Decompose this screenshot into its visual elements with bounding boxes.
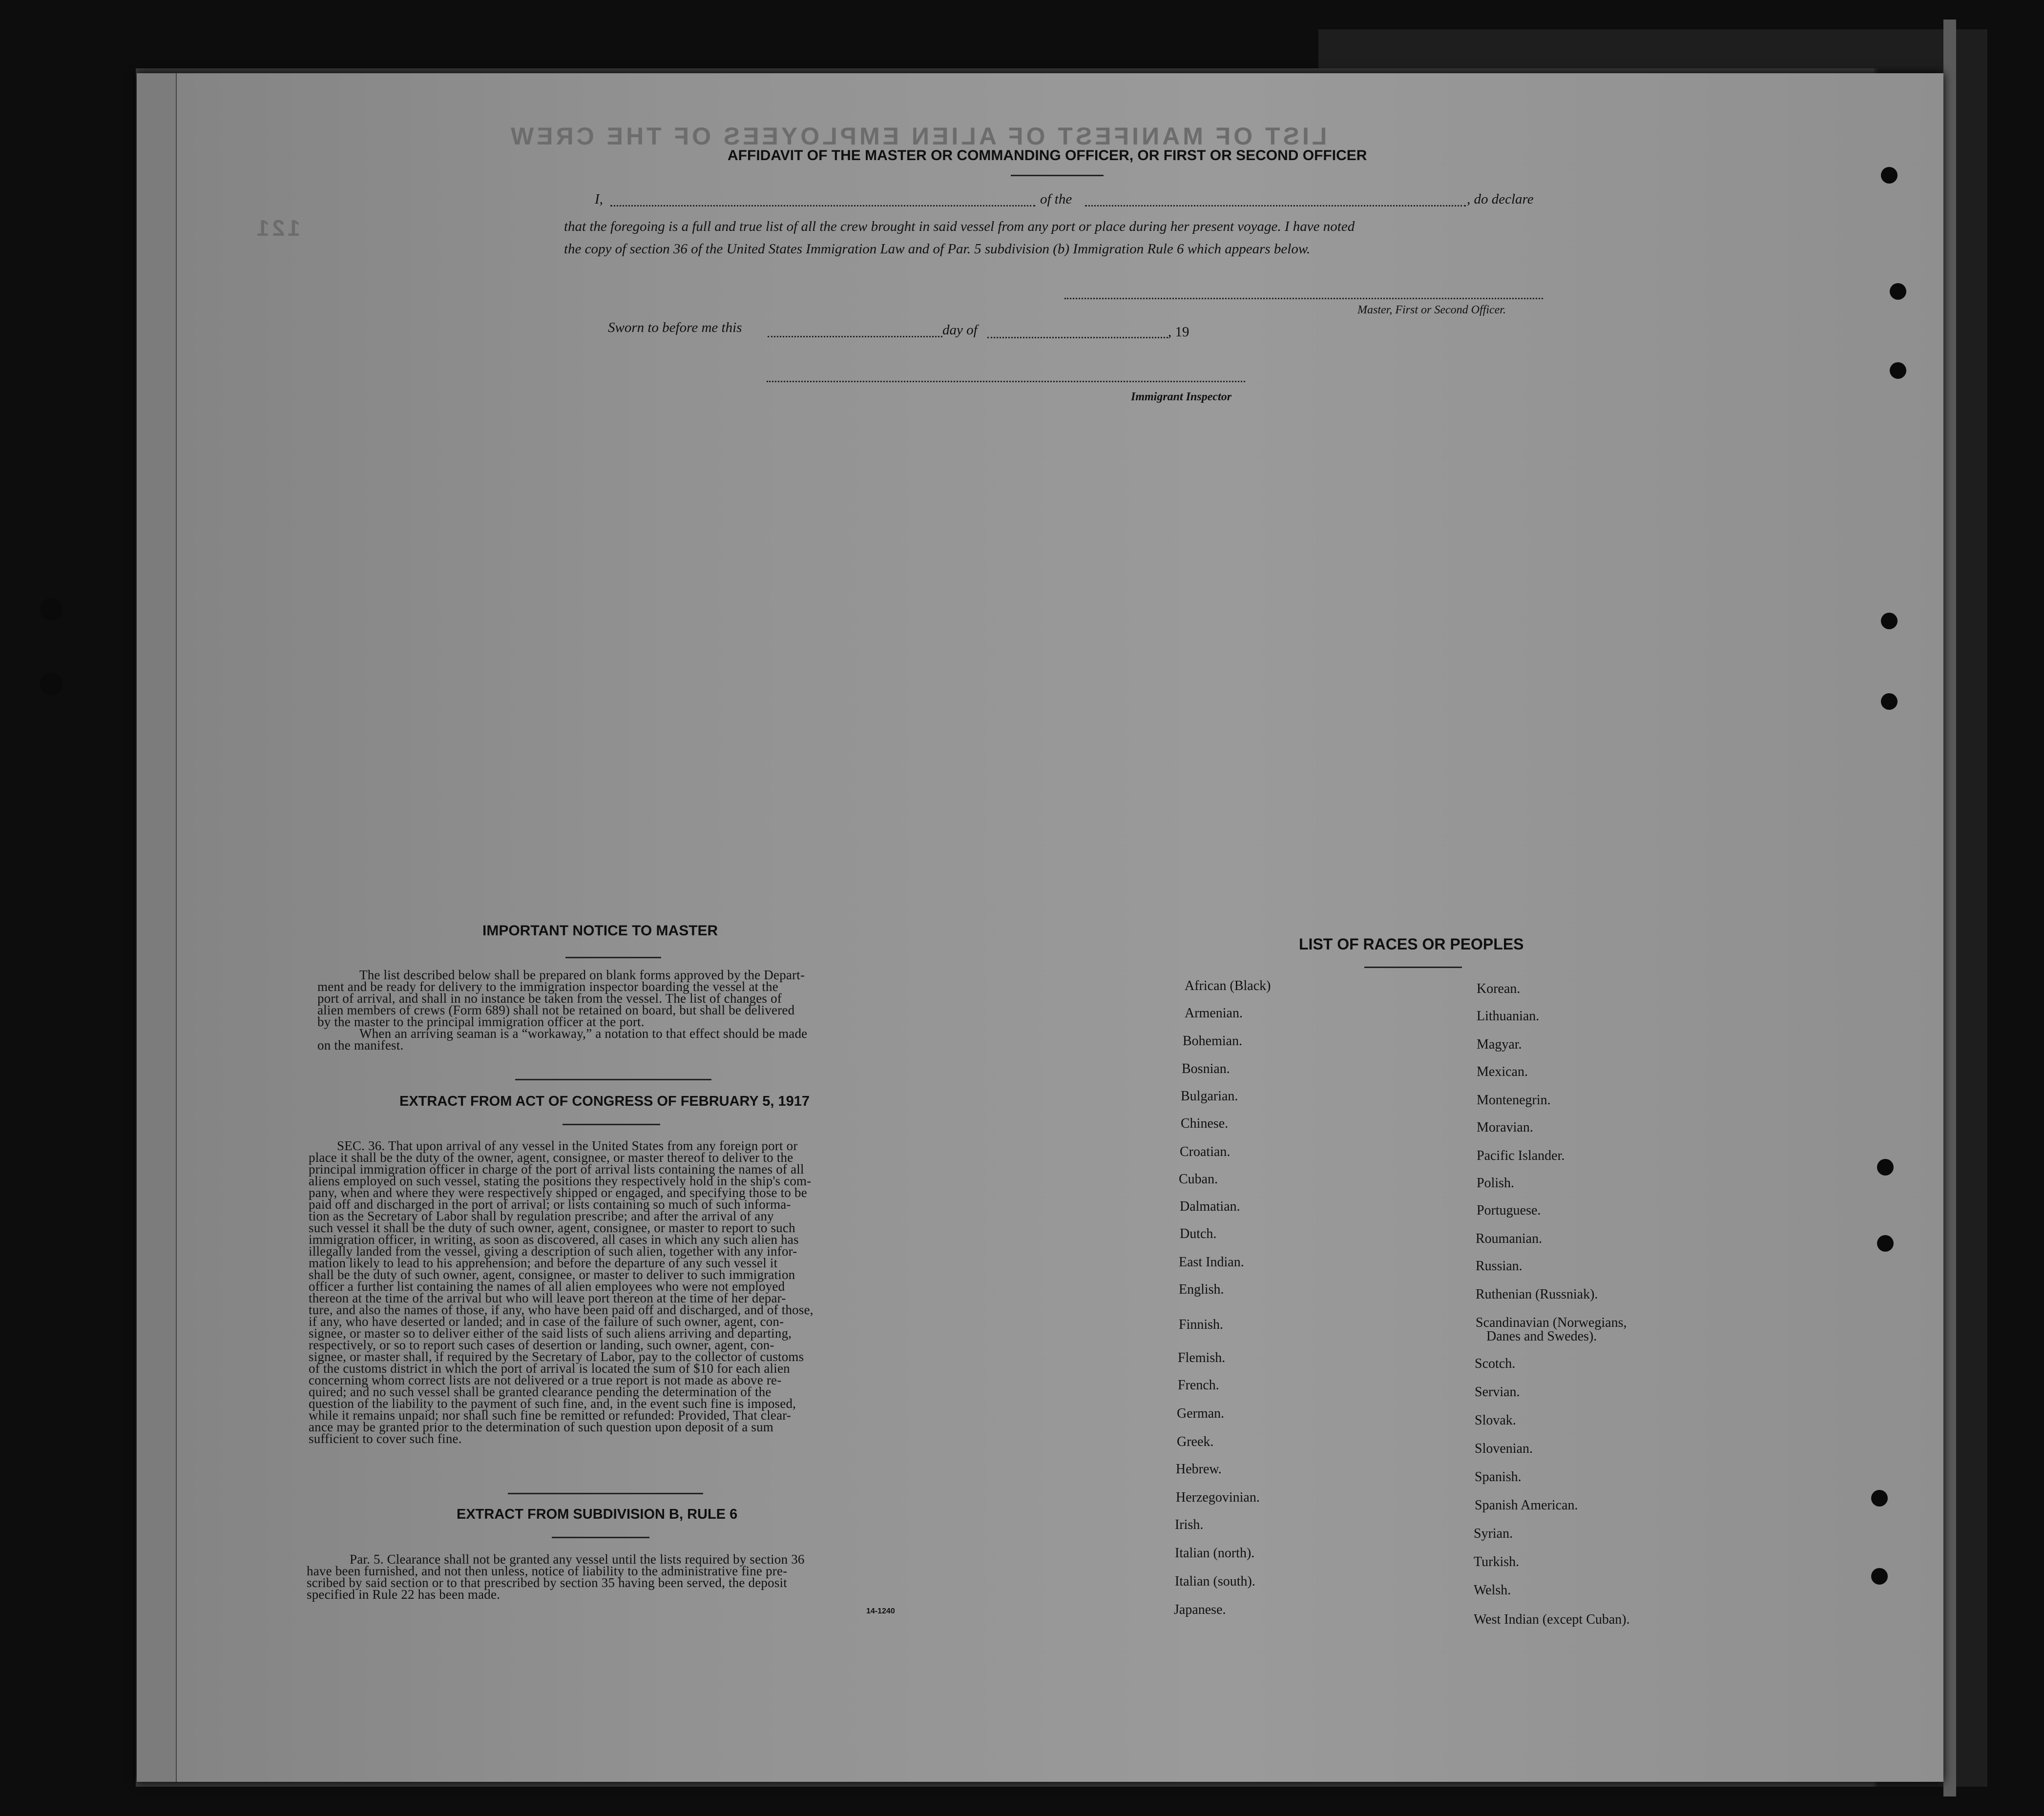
race-right: Polish. [1477, 1176, 1515, 1191]
act-body [309, 1140, 907, 1445]
form-number: 14-1240 [866, 1607, 895, 1615]
right-hole-3 [1890, 362, 1906, 379]
act-line: respectively, or so to report such cases of desertion or landing, such owner, agent, con- [309, 1338, 774, 1352]
act-line: of the customs district in which the port of arrival is located the sum of $10 for each alien [309, 1361, 790, 1376]
race-right: Slovak. [1475, 1413, 1516, 1428]
sworn-day-of: day of [942, 322, 978, 338]
race-left: African (Black) [1185, 978, 1271, 993]
race-left: Cuban. [1179, 1172, 1218, 1187]
right-hole-4 [1881, 613, 1898, 629]
race-right: Syrian. [1474, 1526, 1513, 1541]
race-right: Turkish. [1474, 1554, 1520, 1569]
master-signature-line [1064, 298, 1543, 299]
race-right: Spanish. [1475, 1469, 1522, 1485]
race-right: Ruthenian (Russniak). [1476, 1287, 1598, 1302]
race-right: Montenegrin. [1477, 1093, 1551, 1108]
race-left: Armenian. [1185, 1006, 1243, 1021]
rule-line: scribed by said section or to that prescribed by section 35 having been served, the deposit [307, 1575, 787, 1590]
notice-line: alien members of crews (Form 689) shall not be retained on board, but shall be delivered [317, 1003, 795, 1017]
inspector-signature-line [767, 381, 1245, 382]
left-hole-2 [40, 673, 63, 695]
notice-line: port of arrival, and shall in no instance be taken from the vessel. The list of changes of [317, 991, 782, 1006]
rule-line: Par. 5. Clearance shall not be granted any vessel until the lists required by section 36 [350, 1552, 805, 1567]
act-line: question of the liability to the payment of such fine, and, in the event such fine is imposed, [309, 1396, 796, 1411]
right-hole-8 [1871, 1490, 1888, 1506]
act-line: aliens employed on such vessel, stating the positions they respectively hold in the ship's com- [309, 1174, 812, 1188]
race-left: Dutch. [1180, 1226, 1217, 1241]
race-left: Irish. [1175, 1517, 1204, 1532]
rule-separator-rule [508, 1493, 703, 1494]
affidavit-line-2: that the foregoing is a full and true list of all the crew brought in said vessel from any port or place during her present voyage. I have noted [564, 219, 1355, 234]
races-title-rule [1364, 967, 1462, 968]
race-left: French. [1178, 1378, 1219, 1393]
rule-body [307, 1553, 898, 1600]
bleed-through-header: LIST OF MANIFEST OF ALIEN EMPLOYEES OF THE CREW [508, 123, 1327, 150]
race-left: Flemish. [1178, 1350, 1226, 1365]
document-page [137, 73, 1943, 1782]
act-title: EXTRACT FROM ACT OF CONGRESS OF FEBRUARY 5, 1917 [399, 1094, 810, 1109]
affidavit-name-blank [610, 205, 1035, 206]
race-right: Mexican. [1477, 1064, 1528, 1079]
back-sheet-edge [1943, 20, 1956, 1796]
race-left: Hebrew. [1176, 1462, 1222, 1477]
affidavit-vessel-blank [1085, 205, 1466, 206]
race-right: Russian. [1476, 1259, 1523, 1274]
bleed-through-page-number: 121 [254, 215, 300, 241]
act-line: place it shall be the duty of the owner, agent, consignee, or master thereof to deliver to the [309, 1150, 793, 1165]
act-line: if any, who have deserted or landed; and in case of the failure of such owner, agent, con- [309, 1314, 784, 1329]
sworn-day-blank [768, 336, 942, 337]
act-line: tion as the Secretary of Labor shall by regulation prescribe; and after the arrival of any [309, 1209, 774, 1223]
race-left: Bosnian. [1182, 1061, 1230, 1076]
right-hole-2 [1890, 283, 1906, 300]
affidavit-title: AFFIDAVIT OF THE MASTER OR COMMANDING OFFICER, OR FIRST OR SECOND OFFICER [728, 147, 1367, 164]
right-hole-6 [1877, 1159, 1894, 1176]
notice-line: by the master to the principal immigration officer at the port. [317, 1014, 645, 1029]
race-right: Servian. [1475, 1384, 1520, 1400]
rule-line: specified in Rule 22 has been made. [307, 1587, 501, 1602]
race-left: Bulgarian. [1181, 1089, 1238, 1104]
race-left: Croatian. [1180, 1144, 1231, 1159]
race-right: Roumanian. [1476, 1231, 1543, 1246]
race-right: Moravian. [1477, 1120, 1533, 1135]
rule-line: have been furnished, and not then unless, notice of liability to the administrative fine pre- [307, 1564, 788, 1578]
race-left: English. [1179, 1282, 1224, 1297]
race-right: Slovenian. [1475, 1441, 1533, 1456]
act-line: pany, when and where they were respectively shipped or engaged, and specifying those to be [309, 1185, 807, 1200]
act-line: mation likely to lead to his apprehension; and before the departure of any such vessel it [309, 1256, 778, 1270]
act-line: ture, and also the names of those, if any, who have been paid off and discharged, and of those, [309, 1302, 813, 1317]
inspector-label: Immigrant Inspector [1131, 391, 1232, 403]
act-line: sufficient to cover such fine. [309, 1431, 462, 1446]
race-right: West Indian (except Cuban). [1474, 1612, 1630, 1627]
act-line: ance may be granted prior to the determination of such question upon deposit of a sum [309, 1420, 774, 1434]
notice-line: on the manifest. [317, 1038, 404, 1052]
race-left: Finnish. [1179, 1317, 1224, 1332]
act-line: signee, or master so to deliver either of the said lists of such aliens arriving and departing, [309, 1326, 792, 1341]
race-left: Greek. [1177, 1434, 1214, 1449]
sworn-prefix: Sworn to before me this [608, 320, 742, 335]
race-right: Pacific Islander. [1477, 1148, 1565, 1163]
act-line: quired; and no such vessel shall be granted clearance pending the determination of the [309, 1384, 772, 1399]
race-right: Scandinavian (Norwegians, [1476, 1315, 1627, 1330]
right-hole-5 [1881, 693, 1898, 710]
notice-title-rule [565, 957, 661, 958]
race-right: Scotch. [1475, 1356, 1516, 1371]
act-line: illegally landed from the vessel, giving a description of such alien, together with any infor- [309, 1244, 797, 1259]
notice-body [317, 969, 909, 1051]
race-left: Bohemian. [1183, 1033, 1243, 1049]
right-hole-7 [1877, 1235, 1894, 1252]
race-left: Herzegovinian. [1176, 1490, 1260, 1505]
master-signature-label: Master, First or Second Officer. [1357, 304, 1506, 316]
race-left: Italian (south). [1175, 1574, 1255, 1589]
race-right: Portuguese. [1477, 1203, 1541, 1218]
act-line: such vessel it shall be the duty of such owner, agent, consignee, or master to report to such [309, 1220, 795, 1235]
act-line: concerning whom correct lists are not delivered or a true report is not made as above re- [309, 1373, 782, 1387]
act-line: signee, or master shall, if required by the Secretary of Labor, pay to the collector of customs [309, 1349, 804, 1364]
act-line: immigration officer, in writing, as soon as discovered, all cases in which any such alien has [309, 1232, 799, 1247]
affidavit-i-label: I, [595, 191, 603, 207]
notice-line: When an arriving seaman is a “workaway,” a notation to that effect should be made [359, 1026, 808, 1041]
race-left: Italian (north). [1175, 1546, 1255, 1561]
affidavit-line-3: the copy of section 36 of the United States Immigration Law and of Par. 5 subdivision (b) Immigration Rule 6 which appears below. [564, 241, 1311, 257]
act-line: paid off and discharged in the port of arrival; or lists containing so much of such informa- [309, 1197, 791, 1212]
rule-title: EXTRACT FROM SUBDIVISION B, RULE 6 [457, 1506, 738, 1522]
race-left: German. [1177, 1406, 1225, 1421]
left-binding-strip [137, 73, 177, 1782]
act-line: SEC. 36. That upon arrival of any vessel in the United States from any foreign port or [337, 1138, 798, 1153]
race-right: Lithuanian. [1477, 1009, 1540, 1024]
act-line: thereon at the time of the arrival but who will leave port thereon at the time of her depar- [309, 1291, 786, 1305]
notice-line: The list described below shall be prepared on blank forms approved by the Depart- [359, 968, 805, 982]
act-line: shall be the duty of such owner, agent, consignee, or master to deliver to such immigration [309, 1267, 795, 1282]
notice-line: ment and be ready for delivery to the immigration inspector boarding the vessel at the [317, 979, 778, 994]
race-right: Magyar. [1477, 1037, 1522, 1052]
race-right: Korean. [1477, 981, 1521, 996]
race-left: Chinese. [1181, 1116, 1229, 1131]
affidavit-do-declare: , do declare [1467, 191, 1534, 207]
race-right: Welsh. [1474, 1583, 1511, 1598]
affidavit-title-rule [1011, 175, 1104, 176]
act-line: officer a further list containing the names of all alien employees who were not employed [309, 1279, 785, 1294]
affidavit-of-the-label: of the [1040, 191, 1072, 207]
left-hole-1 [40, 598, 63, 620]
race-left: East Indian. [1179, 1255, 1244, 1270]
races-title: LIST OF RACES OR PEOPLES [1299, 935, 1524, 953]
sworn-year: , 19 [1168, 324, 1189, 340]
race-right: Spanish American. [1475, 1498, 1578, 1513]
race-left: Dalmatian. [1180, 1199, 1240, 1214]
notice-title: IMPORTANT NOTICE TO MASTER [482, 923, 718, 939]
right-hole-1 [1881, 167, 1898, 184]
race-left: Japanese. [1174, 1602, 1226, 1617]
act-title-rule [563, 1124, 660, 1125]
sworn-month-blank [987, 337, 1168, 338]
act-separator-rule [515, 1079, 711, 1080]
act-line: principal immigration officer in charge of the port of arrival lists containing the names of all [309, 1162, 804, 1176]
right-hole-9 [1871, 1568, 1888, 1585]
act-line: while it remains unpaid; nor shall such fine be remitted or refunded: Provided, That clear- [309, 1408, 792, 1423]
rule-title-rule [552, 1537, 649, 1538]
race-right: Danes and Swedes). [1486, 1329, 1597, 1344]
